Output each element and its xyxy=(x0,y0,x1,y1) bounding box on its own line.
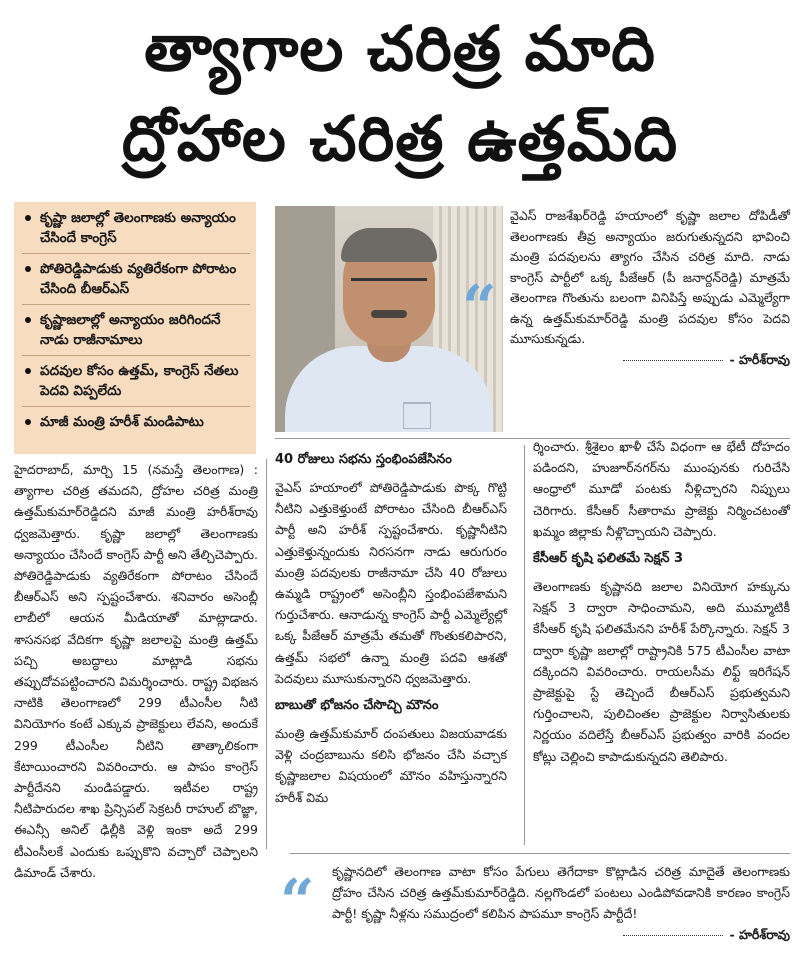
quote-mark-icon: “ xyxy=(280,867,315,937)
quote-mark-icon: “ xyxy=(462,273,497,343)
pull-quote-attribution: - హరీశ్‌రావు xyxy=(510,350,790,371)
pull-quote-attribution: - హరీశ్‌రావు xyxy=(332,924,790,945)
highlight-text: మాజీ మంత్రి హరీశ్ మండిపాటు xyxy=(40,414,204,430)
subheading: 40 రోజులు సభను స్తంభింపజేసినం xyxy=(275,452,452,467)
pull-quote-text: కృష్ణానదిలో తెలంగాణ వాటా కోసం పేగులు తెగేదాకా కొట్లాడిన చరిత్ర మాదైతే తెలంగాణకు ద్రోహం చేసిన చరిత్ర ఉత్తమ్‌కుమార్‌రెడ్డిది. నల్లగొండలో పంటలు ఎండిపోవడానికి కారణం కాంగ్రెస్ పార్టీ! కృష్ణా నీళ్లను సముద్రంలో కలిపిన పాపమూ కాంగ్రెస్ పార్టీదే! xyxy=(332,864,790,921)
headline xyxy=(0,4,800,184)
highlight-item xyxy=(22,259,250,305)
pull-quote-text: వైఎస్ రాజశేఖర్‌రెడ్డి హయాంలో కృష్ణా జలాల దోపిడీతో తెలంగాణకు తీవ్ర అన్యాయం జరుగుతున్నదని భావించి మంత్రి పదవులను త్యాగం చేసిన చరిత్ర మాది. నాడు కాంగ్రెస్ పార్టీలో ఒక్క పీజేఆర్ (పీ జనార్దన్‌రెడ్డి) మాత్రమే తెలంగాణ గొంతును బలంగా వినిపిస్తే అప్పుడు ఎమ్మెల్యేగా ఉన్న ఉత్తమ్‌కుమార్‌రెడ్డి మంత్రి పదవుల కోసం పెదవి మూసుకున్నడు. xyxy=(510,208,790,346)
bullet-icon xyxy=(25,266,31,272)
article-paragraph: తెలంగాణకు కృష్ణానది జలాల వినియోగ హక్కును సెక్షన్ 3 ద్వారా సాధించామని, అది ముమ్మాటికీ కేసీఆర్ కృషి ఫలితమేనని హరీశ్ పేర్కొన్నారు. సెక్షన్ 3 ద్వారా కృష్ణా జలాల్లో రాష్ట్రానికి 575 టీఎంసీల వాటా దక్కిందని వివరించారు. రాయలసీమ లిఫ్ట్ ఇరిగేషన్ ప్రాజెక్టుపై స్టే తెచ్చిందే బీఆర్‌ఎస్ ప్రభుత్వమని గుర్తించాలని, పులిచింతల ప్రాజెక్టుల నిర్వాసితులకు నిర్ణయం వదిలేస్తే బీఆర్‌ఎస్ ప్రభుత్వం వారికి వందల కోట్లు చెల్లించి కాపాడుకున్నదని తెలిపారు. xyxy=(533,579,790,764)
article-paragraph: మంత్రి ఉత్తమ్‌కుమార్ దంపతులు విజయవాడకు వెళ్లి చంద్రబాబును కలిసి భోజనం చేసి వచ్చాక కృష్ణాజలాల విషయంలో మౌనం వహిస్తున్నారని హరీశ్ విమ xyxy=(275,726,507,805)
subheading: కేసీఆర్ కృషి ఫలితమే సెక్షన్ 3 xyxy=(533,551,684,567)
article-paragraph: ర్శించారు. శ్రీశైలం ఖాళీ చేసే విధంగా ఆ భేటీ దోహదం పడిందని, హుజూర్‌నగర్‌ను ముంపునకు గురిచేసి ఆంధ్రాలో మూడో పంటకు నీళ్లిచ్చారని నిప్పులు చెరిగారు. కేసీఆర్ సీతారామ ప్రాజెక్టు నిర్మించటంతో ఖమ్మం జిల్లాకు నీళ్లొచ్చాయని చెప్పారు. xyxy=(533,439,790,539)
pull-quote-bottom xyxy=(332,861,790,945)
highlight-text: కృష్ణాజలాల్లో అన్యాయం జరిగిందనే నాడు రాజీనామాలు xyxy=(40,312,221,348)
highlight-item xyxy=(22,412,250,437)
article-paragraph: హైదరాబాద్, మార్చి 15 (నమస్తే తెలంగాణ) : త్యాగాల చరిత్ర తమదని, ద్రోహల చరిత్ర మంత్రి ఉత్తమ్‌కుమార్‌రెడ్డిదని మాజీ మంత్రి హరీశ్‌రావు ధ్వజమెత్తారు. కృష్ణా జలాల్లో తెలంగాణకు అన్యాయం చేసిందే కాంగ్రెస్ పార్టీ అని తేల్చిచెప్పారు. పోతిరెడ్డిపాడుకు వ్యతిరేకంగా పోరాటం చేసిందే బీఆర్‌ఎస్ అని స్పష్టంచేశారు. శనివారం అసెంబ్లీ లాబీలో ఆయన మీడియాతో మాట్లాడారు. శాసనసభ వేదికగా కృష్ణా జలాలపై మంత్రి ఉత్తమ్ పచ్చి అబద్ధాలు మాట్లాడి సభను తప్పుదోవపట్టించారని విమర్శించారు. రాష్ట్ర విభజన నాటికి తెలంగాణలో 299 టీఎంసీల నీటి వినియోగం కంటే ఎక్కువ ప్రాజెక్టులు లేవని, అందుకే 299 టీఎంసీల నీటిని తాత్కాలికంగా కేటాయించారని వివరించారు. ఆ పాపం కాంగ్రెస్ పార్టీదేనని మండిపడ్డారు. ఇటీవల రాష్ట్ర నీటిపారుదల శాఖ ప్రిన్సిపల్ సెక్రటరీ రాహుల్ బొజ్జా, ఈఎన్సీ అనిల్ ఢిల్లీకి వెళ్లి ఇంకా అదే 299 టీఎంసీలకే ఎందుకు ఒప్పుకొని వచ్చారో చెప్పాలని డిమాండ్ చేశారు. xyxy=(14,462,258,880)
column-divider xyxy=(266,459,267,849)
divider xyxy=(290,853,790,854)
highlight-item xyxy=(22,208,250,254)
article-column-3 xyxy=(533,436,790,773)
headline-line-2: ద్రోహాల చరిత్ర ఉత్తమ్‌ది xyxy=(121,102,679,175)
bullet-icon xyxy=(25,368,31,374)
bullet-icon xyxy=(25,317,31,323)
bullet-icon xyxy=(25,419,31,425)
column-divider xyxy=(524,445,525,845)
article-paragraph: వైఎస్ హయాంలో పోతిరెడ్డిపాడుకు పొక్క గొట్టి నీటిని ఎత్తుకెళ్తుంటే పోరాటం చేసింది బీఆర్‌ఎస్ పార్టీ అని హరీశ్ స్పష్టంచేశారు. కృష్ణానీటిని ఎత్తుకెళ్తున్నందుకు నిరసనగా నాడు ఆరుగురం మంత్రి పదవులకు రాజీనామా చేసి 40 రోజులు ఉమ్మడి రాష్ట్రంలో అసెంబ్లీని స్తంభింపజేశామని గుర్తుచేశారు. ఆనాడున్న కాంగ్రెస్ పార్టీ ఎమ్మెల్యేల్లో ఒక్క పీజేఆర్ మాత్రమే తమతో గొంతుకలిపారని, ఉత్తమ్ సభలో ఉన్నా మంత్రి పదవి ఆశతో పెదవులు మూసుకున్నారని ధ్వజమెత్తారు. xyxy=(275,480,507,686)
bullet-icon xyxy=(25,215,31,221)
article-column-2 xyxy=(275,445,507,814)
highlight-text: పదవుల కోసం ఉత్తమ్, కాంగ్రెస్ నేతలు పెదవి విప్పలేదు xyxy=(40,363,239,399)
pull-quote-top xyxy=(510,206,790,370)
highlight-item xyxy=(22,310,250,356)
highlights-box xyxy=(14,202,256,454)
article-column-1 xyxy=(14,459,258,889)
highlight-text: కృష్ణా జలాల్లో తెలంగాణకు అన్యాయం చేసిందే కాంగ్రెస్ xyxy=(40,210,236,246)
highlight-item xyxy=(22,361,250,407)
headline-line-1: త్యాగాల చరిత్ర మాది xyxy=(144,12,656,85)
subheading: బాబుతో భోజనం చేసొచ్చి మౌనం xyxy=(275,698,439,714)
highlight-text: పోతిరెడ్డిపాడుకు వ్యతిరేకంగా పోరాటం చేసింది బీఆర్‌ఎస్ xyxy=(40,261,237,297)
